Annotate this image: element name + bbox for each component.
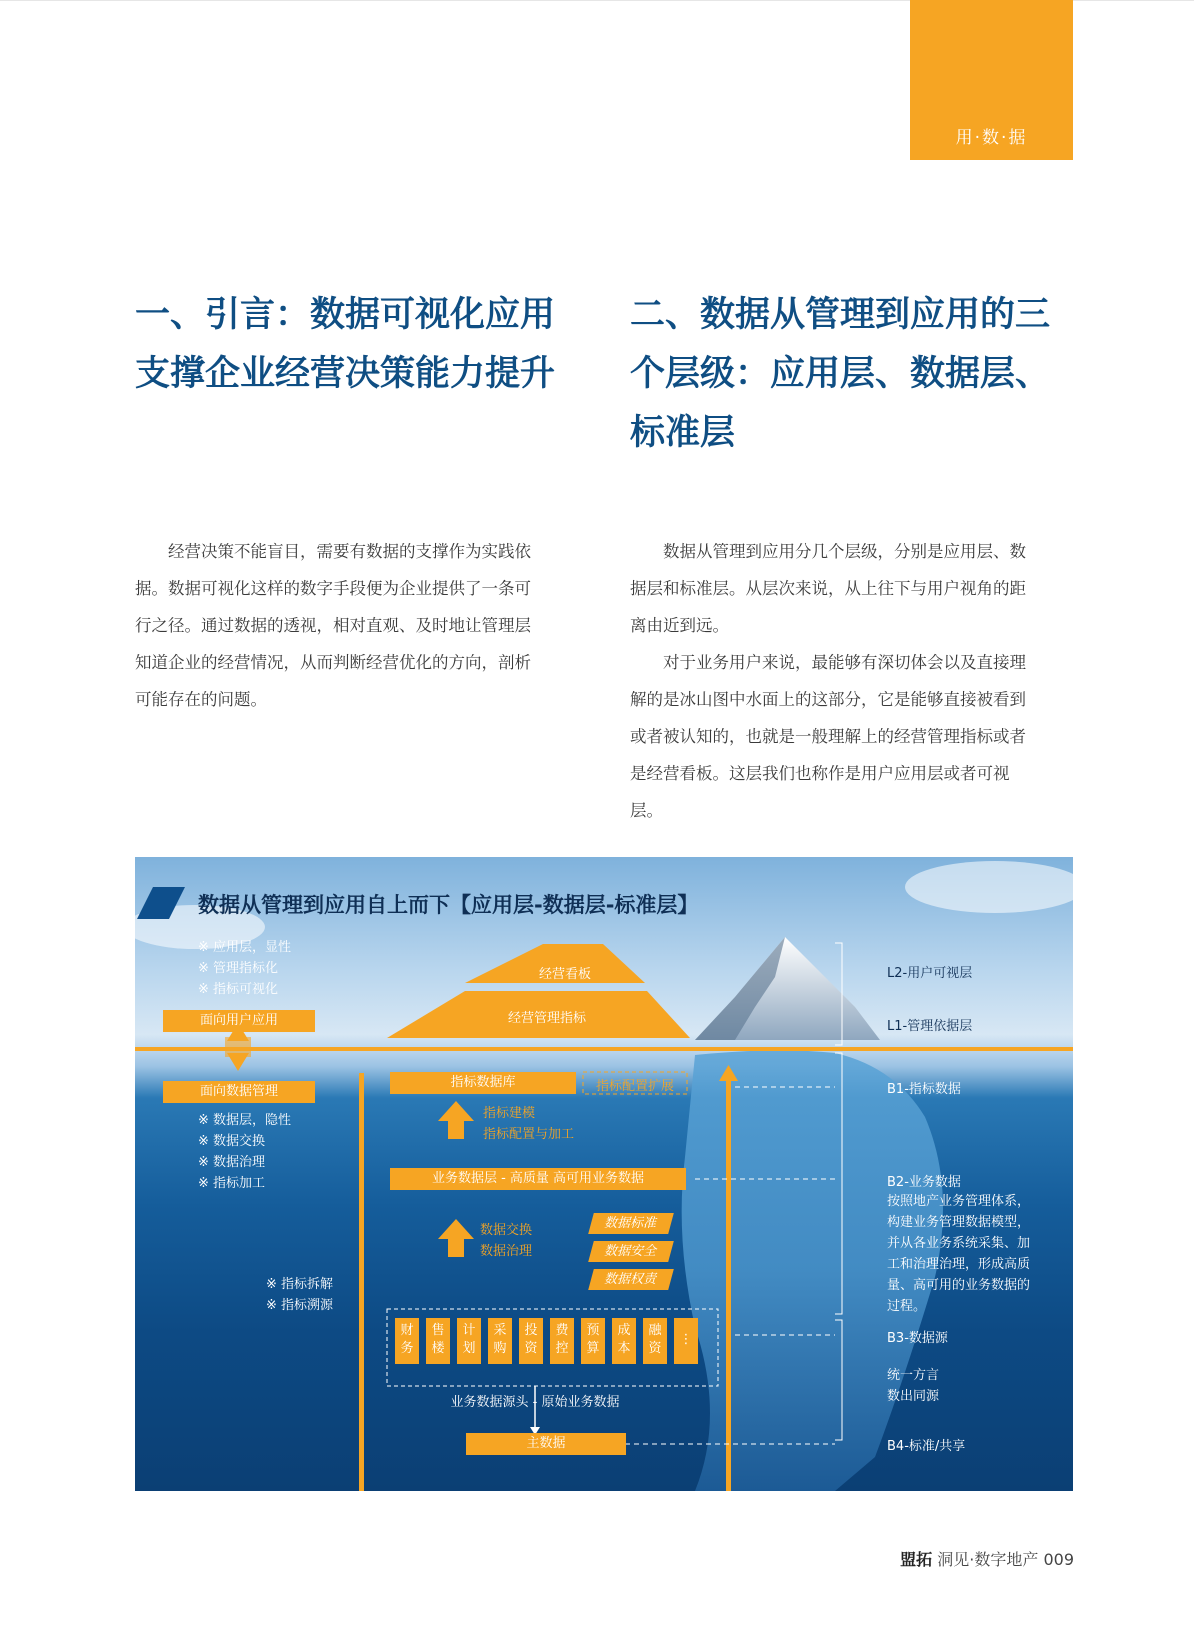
source-box xyxy=(395,1318,419,1364)
source-label: 计划 xyxy=(462,1323,476,1356)
source-box xyxy=(550,1318,574,1364)
level-l2: L2-用户可视层 xyxy=(887,966,973,981)
top-notes xyxy=(198,937,291,1000)
note-line: 工和治理治理，形成高质 xyxy=(887,1257,1031,1272)
source-label: ⋮ xyxy=(679,1332,693,1347)
source-label: 预算 xyxy=(586,1323,600,1356)
paragraph-line: 是经营看板。这层我们也称作是用户应用层或者可视 xyxy=(630,764,1010,783)
pyramid-top-label: 经营看板 xyxy=(538,967,591,982)
up-arrow-shaft xyxy=(726,1077,731,1491)
left-heading-line: 一、引言：数据可视化应用 xyxy=(135,295,556,335)
source-box xyxy=(426,1318,450,1364)
source-box xyxy=(457,1318,481,1364)
face-user-box: 面向用户应用 xyxy=(163,1010,315,1032)
standard-box: 数据安全 xyxy=(588,1241,674,1262)
paragraph-line: 层。 xyxy=(630,801,663,820)
up-arrow-icon xyxy=(438,1101,474,1139)
note-line: 并从各业务系统采集、加 xyxy=(887,1236,1031,1251)
note-line: 指标配置与加工 xyxy=(483,1127,575,1142)
paragraph-line: 知道企业的经营情况，从而判断经营优化的方向，剖析 xyxy=(135,653,531,672)
right-heading-line: 标准层 xyxy=(630,413,736,453)
master-data-box: 主数据 xyxy=(466,1433,626,1455)
section-tab xyxy=(910,0,1073,160)
note-line: 指标建模 xyxy=(483,1106,536,1121)
right-heading xyxy=(630,286,1050,463)
indicator-ext-label: 指标配置扩展 xyxy=(595,1079,674,1094)
note-line: 按照地产业务管理体系， xyxy=(887,1194,1031,1209)
connector-icon xyxy=(225,1037,251,1057)
source-box xyxy=(488,1318,512,1364)
note-line: ※ 指标加工 xyxy=(198,1176,266,1191)
note-line: ※ 指标拆解 xyxy=(266,1277,334,1292)
left-paragraph xyxy=(135,533,575,718)
level-b2: B2-业务数据 xyxy=(887,1175,961,1190)
paragraph-line: 解的是冰山图中水面上的这部分，它是能够直接被看到 xyxy=(630,690,1026,709)
source-label: 融资 xyxy=(648,1323,662,1356)
exchange-notes xyxy=(480,1220,532,1262)
paragraph-line: 行之径。通过数据的透视，相对直观、及时地让管理层 xyxy=(135,616,531,635)
note-line: ※ 指标可视化 xyxy=(198,982,279,997)
paragraph-line: 据层和标准层。从层次来说，从上往下与用户视角的距 xyxy=(630,579,1026,598)
left-heading-line: 支撑企业经营决策能力提升 xyxy=(135,354,556,394)
mid-notes xyxy=(198,1110,291,1194)
cloud xyxy=(905,861,1073,913)
level-l1: L1-管理依据层 xyxy=(887,1019,973,1034)
level-b3-desc xyxy=(887,1365,939,1407)
biz-data-layer-box: 业务数据层 - 高质量 高可用业务数据 xyxy=(390,1168,686,1190)
down-arrow-shaft xyxy=(359,1073,364,1491)
iceberg-figure xyxy=(135,857,1073,1491)
note-line: ※ 数据交换 xyxy=(198,1134,266,1149)
paragraph-line: 或者被认知的，也就是一般理解上的经营管理指标或者 xyxy=(630,727,1026,746)
left-heading xyxy=(135,286,555,404)
paragraph-line: 据。数据可视化这样的数字手段便为企业提供了一条可 xyxy=(135,579,531,598)
source-label: 投资 xyxy=(524,1323,538,1356)
paragraph-line: 数据从管理到应用分几个层级，分别是应用层、数 xyxy=(630,542,1026,561)
note-line: 数据治理 xyxy=(480,1244,533,1259)
paragraph-line: 离由近到远。 xyxy=(630,616,729,635)
footer-text: 洞见·数字地产 xyxy=(937,1550,1039,1569)
standard-box: 数据权责 xyxy=(588,1269,674,1290)
build-notes xyxy=(483,1103,574,1145)
right-paragraph xyxy=(630,533,1075,829)
indicator-db-box: 指标数据库 xyxy=(390,1072,576,1094)
paragraph-line: 经营决策不能盲目，需要有数据的支撑作为实践依 xyxy=(135,542,531,561)
note-line: 数据交换 xyxy=(480,1223,533,1238)
note-line: 数出同源 xyxy=(887,1389,940,1404)
level-b2-desc xyxy=(887,1191,1030,1317)
figure-title: 数据从管理到应用自上而下【应用层-数据层-标准层】 xyxy=(198,893,699,917)
source-label: 售楼 xyxy=(431,1323,445,1356)
pyramid-bottom-label: 经营管理指标 xyxy=(507,1011,586,1026)
note-line: 统一方言 xyxy=(887,1368,940,1383)
right-heading-line: 个层级：应用层、数据层、 xyxy=(630,354,1051,394)
right-heading-line: 二、数据从管理到应用的三 xyxy=(630,295,1051,335)
paragraph-line: 对于业务用户来说，最能够有深切体会以及直接理 xyxy=(630,653,1026,672)
paragraph-line: 可能存在的问题。 xyxy=(135,690,267,709)
footer xyxy=(900,1547,1074,1570)
low-notes xyxy=(266,1274,333,1316)
standard-box: 数据标准 xyxy=(588,1213,674,1234)
source-label: 成本 xyxy=(617,1323,631,1356)
note-line: ※ 指标溯源 xyxy=(266,1298,334,1313)
source-caption: 业务数据源头 - 原始业务数据 xyxy=(450,1395,620,1410)
source-box xyxy=(674,1318,698,1364)
note-line: 构建业务管理数据模型， xyxy=(887,1215,1031,1230)
level-b3: B3-数据源 xyxy=(887,1331,948,1346)
note-line: 过程。 xyxy=(887,1299,927,1314)
footer-brand: 盟拓 xyxy=(900,1550,933,1569)
note-line: 量、高可用的业务数据的 xyxy=(887,1278,1031,1293)
level-b4: B4-标准/共享 xyxy=(887,1439,966,1454)
note-line: ※ 数据治理 xyxy=(198,1155,266,1170)
page-number: 009 xyxy=(1043,1550,1074,1569)
level-b1: B1-指标数据 xyxy=(887,1082,961,1097)
note-line: ※ 数据层，隐性 xyxy=(198,1113,292,1128)
source-label: 费控 xyxy=(555,1323,569,1356)
source-box xyxy=(612,1318,636,1364)
note-line: ※ 管理指标化 xyxy=(198,961,279,976)
section-tab-label: 用·数·据 xyxy=(955,128,1028,148)
source-box xyxy=(519,1318,543,1364)
source-label: 采购 xyxy=(493,1323,507,1356)
face-data-box: 面向数据管理 xyxy=(163,1081,315,1103)
up-arrow-icon xyxy=(438,1219,474,1257)
note-line: ※ 应用层，显性 xyxy=(198,940,292,955)
water-line xyxy=(135,1047,1073,1051)
source-box xyxy=(581,1318,605,1364)
source-label: 财务 xyxy=(400,1323,414,1356)
source-box xyxy=(643,1318,667,1364)
